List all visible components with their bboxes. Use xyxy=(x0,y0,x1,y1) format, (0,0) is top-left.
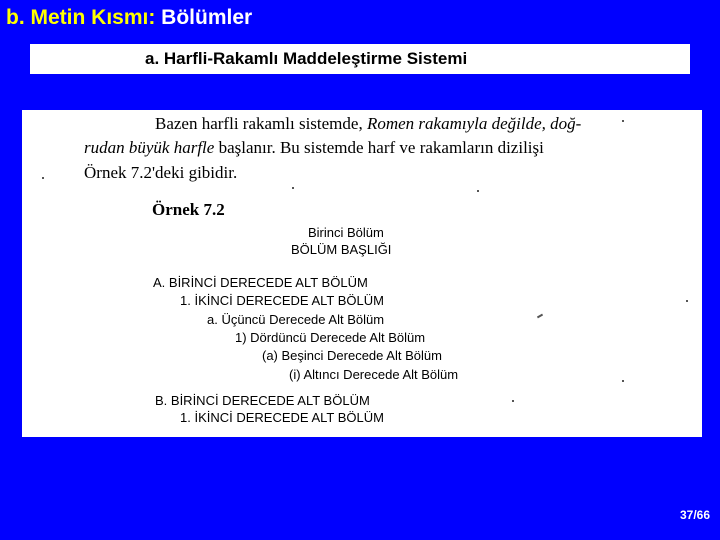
heading-level-3-a: a. Üçüncü Derecede Alt Bölüm xyxy=(207,312,385,327)
page-number: 37/66 xyxy=(679,508,710,522)
paragraph-line-3: Örnek 7.2'deki gibidir. xyxy=(84,163,238,182)
heading-level-4-1: 1) Dördüncü Derecede Alt Bölüm xyxy=(235,330,426,345)
slide-title xyxy=(6,6,252,30)
heading-level-2-1: 1. İKİNCİ DERECEDE ALT BÖLÜM xyxy=(180,293,384,308)
example-label: Örnek 7.2 xyxy=(152,200,225,219)
slide-title-highlight: b. Metin Kısmı: xyxy=(6,6,156,29)
heading-level-5-a: (a) Beşinci Derecede Alt Bölüm xyxy=(262,348,442,363)
paragraph-line-2-text: başlanır. Bu sistemde harf ve rakamların dizilişi xyxy=(214,138,544,157)
slide-title-rest: Bölümler xyxy=(155,6,253,29)
scanned-page xyxy=(22,110,702,437)
subtitle-bar xyxy=(30,44,690,74)
chapter-number: Birinci Bölüm xyxy=(308,225,384,240)
heading-level-1-a: A. BİRİNCİ DERECEDE ALT BÖLÜM xyxy=(153,275,368,290)
paragraph-line-1-italic: Romen rakamıyla değilde, doğ- xyxy=(366,114,582,133)
paragraph-line-1 xyxy=(155,114,581,134)
heading-level-6-i: (i) Altıncı Derecede Alt Bölüm xyxy=(289,367,459,382)
chapter-heading: BÖLÜM BAŞLIĞI xyxy=(291,242,392,257)
paragraph-line-2 xyxy=(84,138,544,158)
subtitle-text: a. Harfli-Rakamlı Maddeleştirme Sistemi xyxy=(145,49,468,68)
heading-level-1-b: B. BİRİNCİ DERECEDE ALT BÖLÜM xyxy=(155,393,370,408)
heading-level-2-1b: 1. İKİNCİ DERECEDE ALT BÖLÜM xyxy=(180,410,384,425)
paragraph-line-1-text: Bazen harfli rakamlı sistemde, xyxy=(155,114,367,133)
paragraph-line-2-italic: rudan büyük harfle xyxy=(84,138,215,157)
